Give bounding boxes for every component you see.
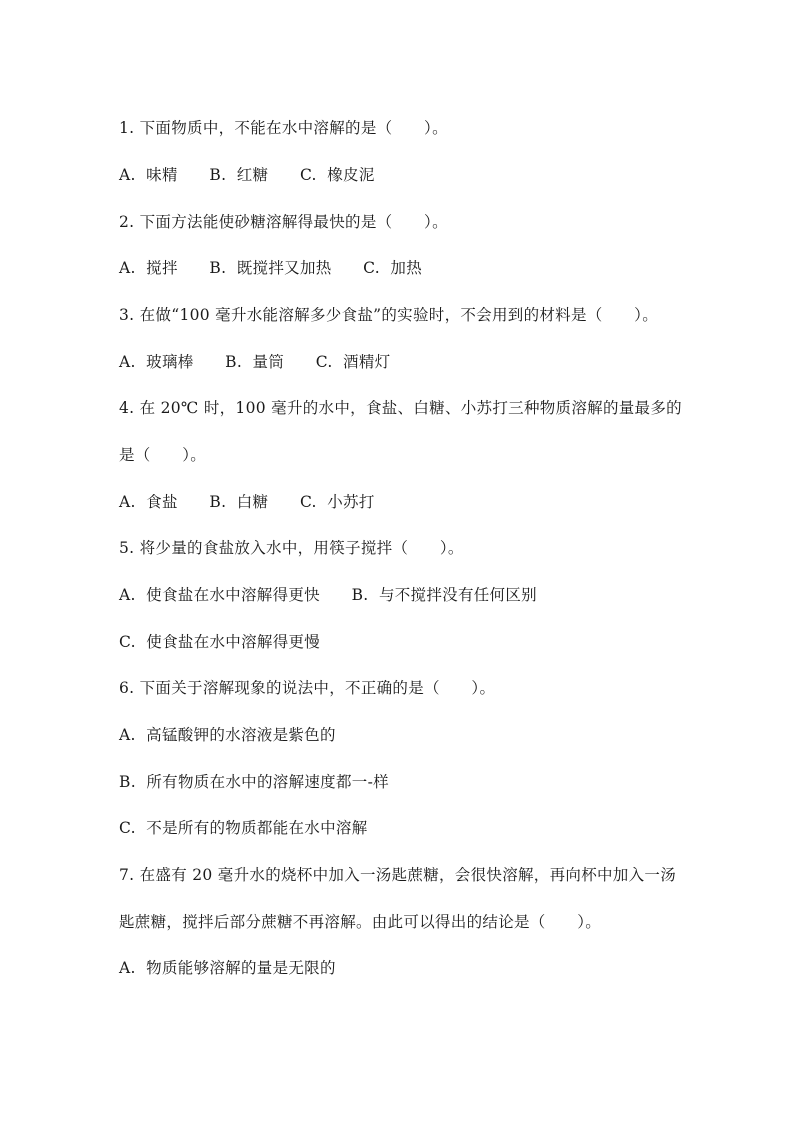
question-6-option-a: A. 高锰酸钾的水溶液是紫色的	[119, 726, 336, 744]
question-2-options: A. 搅拌 B. 既搅拌又加热 C. 加热	[119, 259, 423, 277]
question-5-options-ab: A. 使食盐在水中溶解得更快 B. 与不搅拌没有任何区别	[119, 586, 537, 604]
question-7-continued: 匙蔗糖，搅拌后部分蔗糖不再溶解。由此可以得出的结论是（ ）。	[119, 913, 602, 931]
question-1-options: A. 味精 B. 红糖 C. 橡皮泥	[119, 166, 375, 184]
question-6: 6. 下面关于溶解现象的说法中，不正确的是（ ）。	[119, 679, 496, 697]
question-3: 3. 在做“100 毫升水能溶解多少食盐”的实验时，不会用到的材料是（ ）。	[119, 306, 659, 324]
question-7: 7. 在盛有 20 毫升水的烧杯中加入一汤匙蔗糖，会很快溶解，再向杯中加入一汤	[119, 866, 676, 884]
question-2: 2. 下面方法能使砂糖溶解得最快的是（ ）。	[119, 213, 448, 231]
question-5-option-c: C. 使食盐在水中溶解得更慢	[119, 633, 321, 651]
question-1: 1. 下面物质中，不能在水中溶解的是（ ）。	[119, 119, 448, 137]
question-4-options: A. 食盐 B. 白糖 C. 小苏打	[119, 493, 375, 511]
question-5: 5. 将少量的食盐放入水中，用筷子搅拌（ ）。	[119, 539, 464, 557]
question-4-continued: 是（ ）。	[119, 446, 207, 464]
question-6-option-b: B. 所有物质在水中的溶解速度都一-样	[119, 773, 389, 791]
question-7-option-a: A. 物质能够溶解的量是无限的	[119, 959, 336, 977]
question-4: 4. 在 20℃ 时，100 毫升的水中，食盐、白糖、小苏打三种物质溶解的量最多的	[119, 399, 682, 417]
question-3-options: A. 玻璃棒 B. 量筒 C. 酒精灯	[119, 353, 391, 371]
question-6-option-c: C. 不是所有的物质都能在水中溶解	[119, 819, 368, 837]
